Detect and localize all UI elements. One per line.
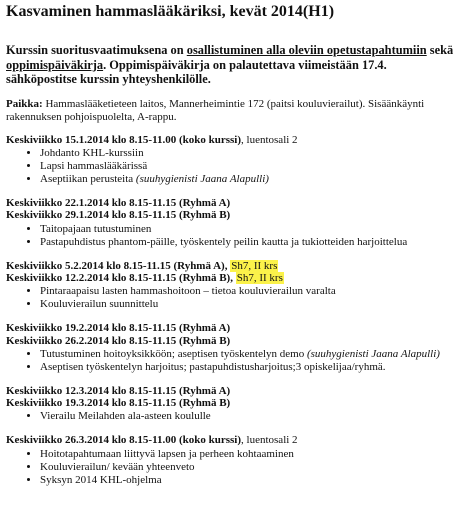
session-date-line <box>6 134 454 146</box>
session-room: , luentosali 2 <box>241 434 298 447</box>
session-date: Keskiviikko 19.2.2014 klo 8.15-11.15 (Ryhmä A) <box>6 322 231 335</box>
location-text: Hammaslääketieteen laitos, Mannerheimintie 172 (paitsi kouluvierailut). Sisäänkäynti rakennuksen pohjoispuolelta, A-rappu. <box>6 97 425 124</box>
session-date-line <box>6 397 454 409</box>
topic-text: Aseptiikan perusteita <box>40 173 136 186</box>
topic-text: Lapsi hammaslääkärissä <box>40 160 148 173</box>
topic-instructor: (suuhygienisti Jaana Alapulli) <box>135 173 269 186</box>
session-date: Keskiviikko 5.2.2014 klo 8.15-11.15 (Ryhmä A), <box>6 259 231 272</box>
session-topics <box>6 147 454 186</box>
topic-instructor: (suuhygienisti Jaana Alapulli) <box>306 347 440 360</box>
document-title: Kasvaminen hammaslääkäriksi, kevät 2014(H1) <box>6 3 335 20</box>
topic-text: Kouluvierailun/ kevään yhteenveto <box>40 460 195 473</box>
session-date: Keskiviikko 29.1.2014 klo 8.15-11.15 (Ryhmä B) <box>6 209 231 222</box>
topic-item <box>40 173 454 186</box>
session-date-line <box>6 385 454 397</box>
session-date-line <box>6 322 454 334</box>
session-date: Keskiviikko 12.3.2014 klo 8.15-11.15 (Ryhmä A) <box>6 384 231 397</box>
session-date-line <box>6 209 454 221</box>
topic-item <box>40 285 454 298</box>
topic-item <box>40 461 454 474</box>
topic-item <box>40 448 454 461</box>
topic-text: Hoitotapahtumaan liittyvä lapsen ja perheen kohtaaminen <box>40 447 294 460</box>
topic-item <box>40 298 454 311</box>
session-block <box>6 434 454 486</box>
topic-item <box>40 236 454 249</box>
topic-text: Syksyn 2014 KHL-ohjelma <box>40 473 162 486</box>
topic-item <box>40 147 454 160</box>
session-block <box>6 134 454 186</box>
session-room: , luentosali 2 <box>241 133 298 146</box>
session-date: Keskiviikko 15.1.2014 klo 8.15-11.00 (koko kurssi) <box>6 133 242 146</box>
session-topics <box>6 348 454 374</box>
topic-text: Aseptisen työskentelyn harjoitus; pastapuhdistusharjoitus;3 opiskelijaa/ryhmä. <box>40 360 386 373</box>
session-date-line <box>6 335 454 347</box>
topic-text: Vierailu Meilahden ala-asteen koululle <box>40 410 211 423</box>
session-date: Keskiviikko 12.2.2014 klo 8.15-11.15 (Ryhmä B), <box>6 271 236 284</box>
session-block <box>6 197 454 249</box>
topic-item <box>40 223 454 236</box>
topic-text: Tutustuminen hoitoyksikköön; aseptisen työskentelyn demo <box>40 347 307 360</box>
session-date: Keskiviikko 19.3.2014 klo 8.15-11.15 (Ryhmä B) <box>6 397 231 410</box>
session-block <box>6 260 454 312</box>
attendance-requirement: osallistuminen alla oleviin opetustapahtumiin <box>186 43 427 57</box>
session-block <box>6 385 454 424</box>
topic-text: Pintaraapaisu lasten hammashoitoon – tietoa kouluvierailun varalta <box>40 285 336 298</box>
session-date-line <box>6 272 454 284</box>
topic-item <box>40 160 454 173</box>
session-date: Keskiviikko 26.3.2014 klo 8.15-11.00 (koko kurssi) <box>6 434 242 447</box>
topic-item <box>40 474 454 487</box>
topic-item <box>40 410 454 423</box>
topic-text: Kouluvierailun suunnittelu <box>40 298 159 311</box>
session-topics <box>6 410 454 423</box>
session-topics <box>6 285 454 311</box>
session-date-line <box>6 197 454 209</box>
highlighted-room: Sh7, II krs <box>231 259 278 272</box>
session-date-line <box>6 434 454 446</box>
learning-diary-requirement: oppimispäiväkirja <box>6 57 104 72</box>
topic-item <box>40 361 454 374</box>
session-date: Keskiviikko 26.2.2014 klo 8.15-11.15 (Ryhmä B) <box>6 334 231 347</box>
location-label: Paikka: <box>6 97 43 110</box>
topic-item <box>40 348 454 361</box>
topic-text: Johdanto KHL-kurssiin <box>40 147 144 160</box>
session-topics <box>6 223 454 249</box>
topic-text: Taitopajaan tutustuminen <box>40 222 152 235</box>
session-block <box>6 322 454 374</box>
location-info <box>6 98 454 125</box>
session-topics <box>6 448 454 487</box>
course-requirements: Kurssin suoritusvaatimuksena on osallistuminen alla oleviin opetustapahtumiin sekä oppimispäiväkirja. Oppimispäiväkirja on palautettava viimeistään 17.4. sähköpostitse kurssin yhteyshenkilölle. <box>6 43 454 87</box>
session-date-line <box>6 260 454 272</box>
highlighted-room: Sh7, II krs <box>236 271 283 284</box>
session-date: Keskiviikko 22.1.2014 klo 8.15-11.15 (Ryhmä A) <box>6 197 231 210</box>
session-list <box>6 134 454 487</box>
topic-text: Pastapuhdistus phantom-päille, työskentely peilin kautta ja tukiotteiden harjoittelua <box>40 235 408 248</box>
